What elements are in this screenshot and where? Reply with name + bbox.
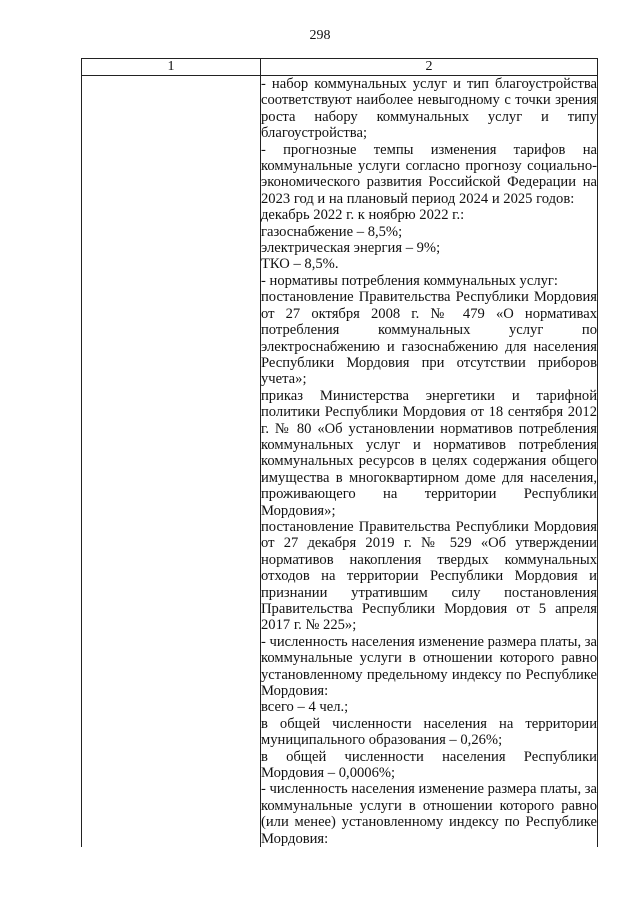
paragraph-order-80: приказ Министерства энергетики и тарифной политики Республики Мордовия от 18 сентября 2012 г. № 80 «Об установлении нормативов потребления коммунальных услуг и нормативов потребления коммунальных ресурсов в целях содержания общего имущества в многоквартирном доме для населения, проживающего на территории Республики Мордовия»; xyxy=(261,387,597,519)
paragraph-norms-heading: - нормативы потребления коммунальных услуг: xyxy=(261,272,558,289)
paragraph-resolution-479: постановление Правительства Республики Мордовия от 27 октября 2008 г. № 479 «О нормативах потребления коммунальных услуг по электроснабжению и газоснабжению для населения Республики Мордовия при отсутствии приборов учета»; xyxy=(261,289,597,388)
paragraph-total: всего – 4 чел.; xyxy=(261,699,349,716)
paragraph-resolution-529: постановление Правительства Республики Мордовия от 27 декабря 2019 г. № 529 «Об утверждении нормативов накопления твердых коммунальных отходов на территории Республики Мордовия и признании утратившим силу постановления Правительства Республики Мордовия от 5 апреля 2017 г. № 225»; xyxy=(261,518,597,634)
column-1-cell xyxy=(82,76,261,848)
table-header-row xyxy=(82,59,598,76)
paragraph-population-equal: - численность населения изменение размера платы, за коммунальные услуги в отношении которого равно установленному предельному индексу по Республике Мордовия: xyxy=(261,633,597,700)
column-1-header: 1 xyxy=(82,59,261,76)
column-2-cell xyxy=(261,76,598,848)
page-number: 298 xyxy=(309,28,331,43)
paragraph-tko: ТКО – 8,5%. xyxy=(261,256,339,273)
paragraph-municipal-share: в общей численности населения на территории муниципального образования – 0,26%; xyxy=(261,715,597,749)
paragraph-republic-share: в общей численности населения Республики Мордовия – 0,0006%; xyxy=(261,748,597,782)
paragraph-electricity: электрическая энергия – 9%; xyxy=(261,240,441,257)
document-table xyxy=(81,58,598,847)
table-row xyxy=(82,76,598,848)
paragraph-amenities: - набор коммунальных услуг и тип благоустройства соответствуют наиболее невыгодному с точки зрения роста набору коммунальных услуг и типу благоустройства; xyxy=(261,76,597,142)
column-2-header: 2 xyxy=(261,59,598,76)
paragraph-period: декабрь 2022 г. к ноябрю 2022 г.: xyxy=(261,207,465,224)
paragraph-tariff-forecast: - прогнозные темпы изменения тарифов на коммунальные услуги согласно прогнозу социально-экономического развития Российской Федерации на 2023 год и на плановый период 2024 и 2025 годов: xyxy=(261,141,597,207)
paragraph-population-less: - численность населения изменение размера платы, за коммунальные услуги в отношении которого равно (или менее) установленному индексу по Республике Мордовия: xyxy=(261,781,597,847)
paragraph-gas: газоснабжение – 8,5%; xyxy=(261,223,403,240)
